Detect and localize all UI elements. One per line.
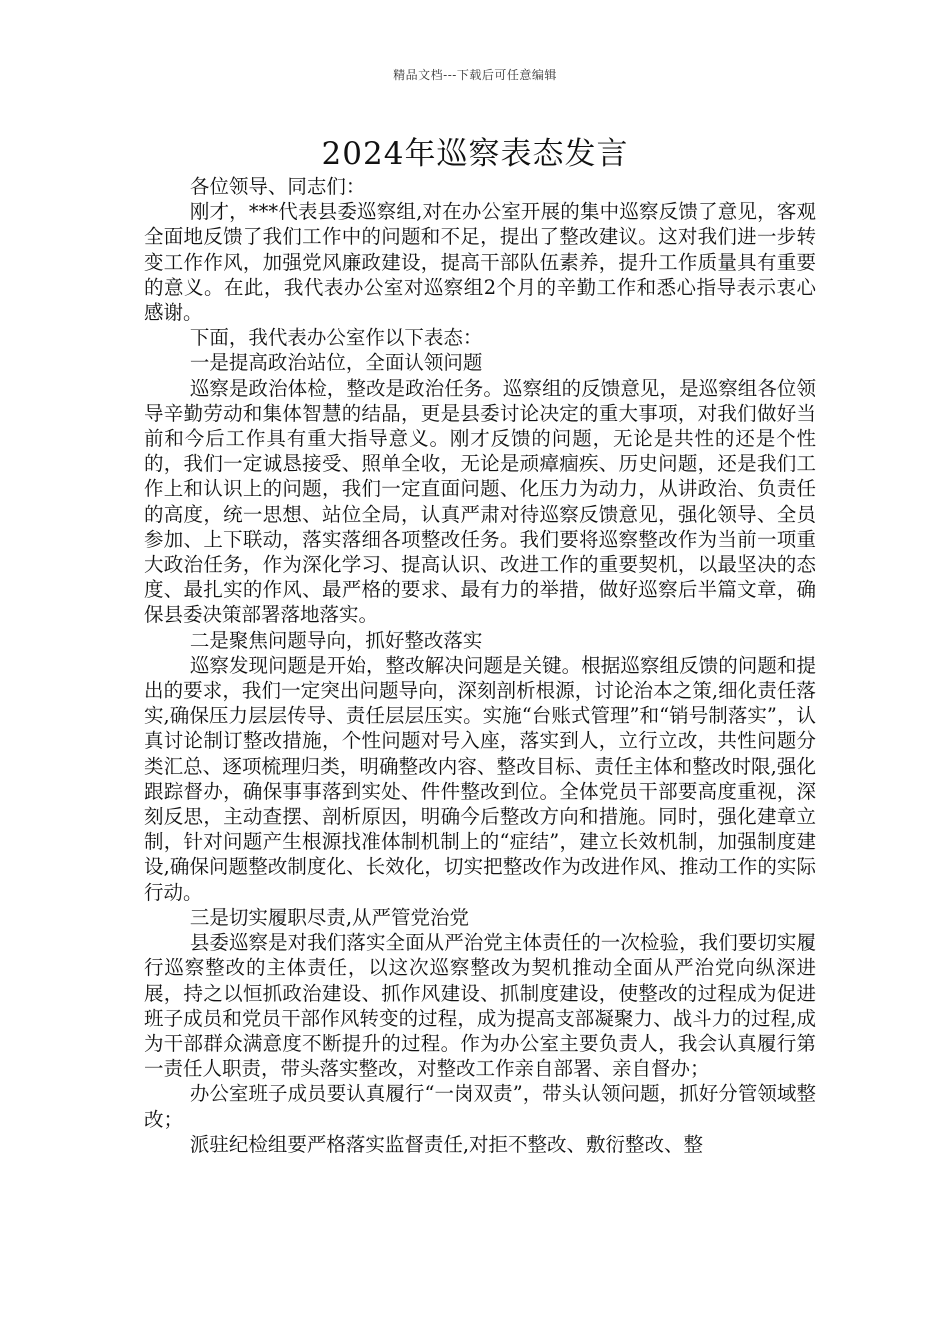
paragraph-intro: 下面，我代表办公室作以下表态： — [189, 326, 483, 350]
document-title: 2024年巡察表态发言 — [321, 136, 629, 172]
page-header: 精品文档---下载后可任意编辑 — [393, 68, 557, 82]
greeting: 各位领导、同志们： — [189, 175, 366, 198]
section-heading-1: 一是提高政治站位，全面认领问题 — [189, 351, 483, 375]
section-heading-3: 三是切实履职尽责,从严管党治党 — [189, 905, 470, 929]
paragraph-section-3: 县委巡察是对我们落实全面从严治党主体责任的一次检验，我们要切实履行巡察整改的主体责任，以这次巡察整改为契机推动全面从严治党向纵深进展，持之以恒抓政治建设、抓作风建设、抓制度建设，使整改的过程成为促进班子成员和党员干部作风转变的过程，成为提高支部凝聚力、战斗力的过程,成为干部群众满意度不断提升的过程。作为办公室主要负责人，我会认真履行第一责任人职责，带头落实整改，对整改工作亲自部署、亲自督办； — [144, 931, 816, 1081]
paragraph-team-duty: 办公室班子成员要认真履行“一岗双责”，带头认领问题，抓好分管领域整改； — [144, 1082, 816, 1131]
paragraph-opening: 刚才，***代表县委巡察组,对在办公室开展的集中巡察反馈了意见，客观全面地反馈了我们工作中的问题和不足，提出了整改建议。这对我们进一步转变工作作风，加强党风廉政建设，提高干部队伍素养，提升工作质量具有重要的意义。在此，我代表办公室对巡察组2个月的辛勤工作和悉心指导表示衷心感谢。 — [144, 200, 816, 325]
document-body — [144, 174, 816, 1157]
paragraph-section-2: 巡察发现问题是开始，整改解决问题是关键。根据巡察组反馈的问题和提出的要求，我们一定突出问题导向，深刻剖析根源，讨论治本之策,细化责任落实,确保压力层层传导、责任层层压实。实施“台账式管理”和“销号制落实”，认真讨论制订整改措施，个性问题对号入座，落实到人，立行立改，共性问题分类汇总、逐项梳理归类，明确整改内容、整改目标、责任主体和整改时限,强化跟踪督办，确保事事落到实处、件件整改到位。全体党员干部要高度重视，深刻反思，主动查摆、剖析原因，明确今后整改方向和措施。同时，强化建章立制，针对问题产生根源找准体制机制上的“症结”，建立长效机制，加强制度建设,确保问题整改制度化、长效化，切实把整改作为改进作风、推动工作的实际行动。 — [144, 653, 816, 904]
section-heading-2: 二是聚焦问题导向，抓好整改落实 — [189, 628, 483, 652]
paragraph-discipline-duty: 派驻纪检组要严格落实监督责任,对拒不整改、敷衍整改、整 — [189, 1132, 704, 1156]
paragraph-section-1: 巡察是政治体检，整改是政治任务。巡察组的反馈意见，是巡察组各位领导辛勤劳动和集体智慧的结晶，更是县委讨论决定的重大事项，对我们做好当前和今后工作具有重大指导意义。刚才反馈的问题，无论是共性的还是个性的，我们一定诚恳接受、照单全收，无论是顽瘴痼疾、历史问题，还是我们工作上和认识上的问题，我们一定直面问题、化压力为动力，从讲政治、负责任的高度，统一思想、站位全局，认真严肃对待巡察反馈意见，强化领导、全员参加、上下联动，落实落细各项整改任务。我们要将巡察整改作为当前一项重大政治任务，作为深化学习、提高认识、改进工作的重要契机，以最坚决的态度、最扎实的作风、最严格的要求、最有力的举措，做好巡察后半篇文章，确保县委决策部署落地落实。 — [144, 376, 816, 627]
